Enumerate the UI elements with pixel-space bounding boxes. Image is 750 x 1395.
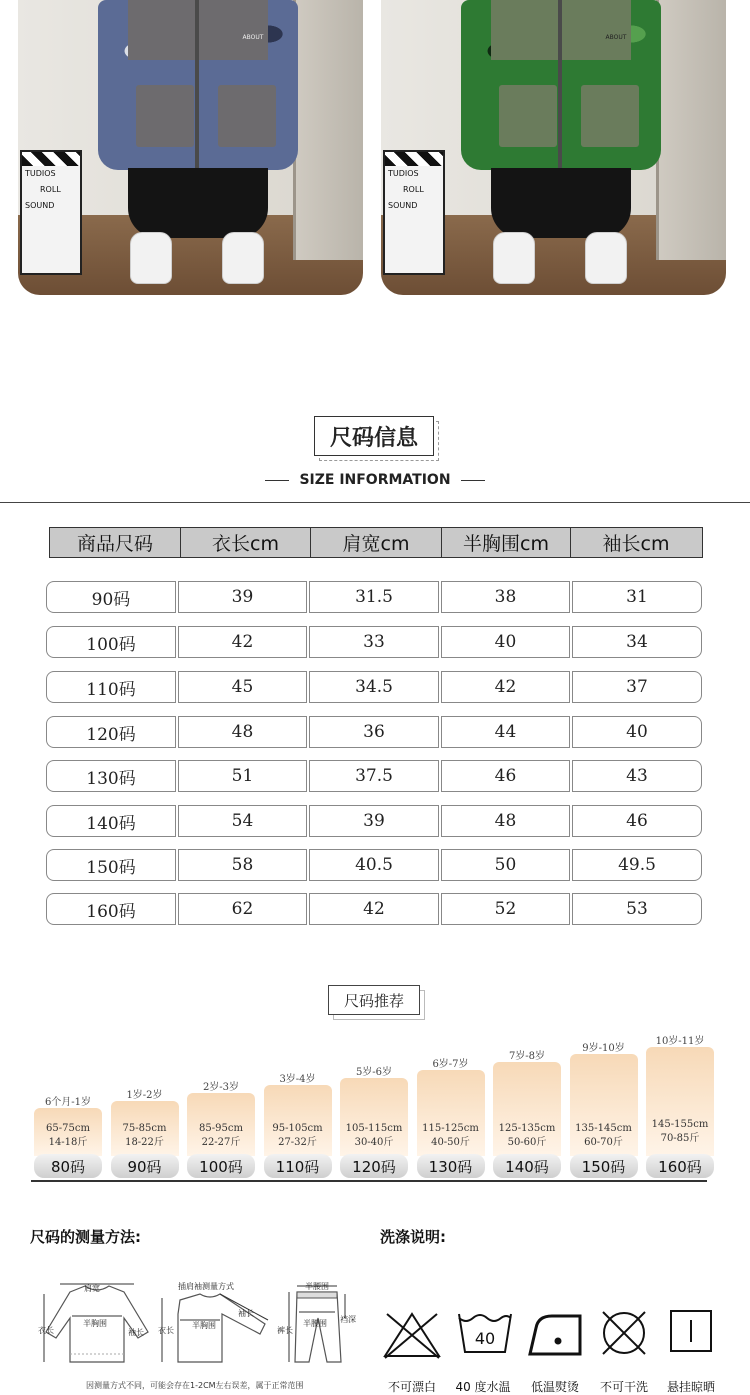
product-photo-blue: [18, 0, 363, 295]
measure-cell: 44: [441, 716, 570, 748]
size-pill: 100码: [187, 1154, 255, 1178]
divider: [0, 502, 750, 503]
size-cell: 90码: [46, 581, 176, 613]
measure-cell: 40.5: [309, 849, 439, 881]
measure-cell: 34: [572, 626, 702, 658]
table-row: [46, 760, 702, 792]
size-pill: 160码: [646, 1154, 714, 1178]
age-label: 7岁-8岁: [508, 1051, 546, 1063]
age-label: 6个月-1岁: [44, 1097, 92, 1109]
header-cell: 衣长cm: [181, 528, 311, 557]
product-photo-green: [381, 0, 726, 295]
age-label: 9岁-10岁: [582, 1043, 625, 1055]
measure-cell: 39: [178, 581, 307, 613]
measure-cell: 38: [441, 581, 570, 613]
measure-cell: 40: [572, 716, 702, 748]
measure-title: 尺码的测量方法:: [30, 1228, 141, 1246]
weight-range: 22-27斤: [201, 1137, 241, 1148]
size-pill: 140码: [493, 1154, 561, 1178]
height-range: 115-125cm: [422, 1123, 479, 1134]
clapperboard: TUDIOS ROLL SOUND: [20, 150, 82, 275]
height-range: 95-105cm: [272, 1123, 323, 1134]
age-label: 6岁-7岁: [432, 1058, 469, 1070]
size-cell: 130码: [46, 760, 176, 792]
size-pill: 150码: [570, 1154, 638, 1178]
header-cell: 半胸围cm: [442, 528, 571, 557]
table-row: [46, 849, 702, 881]
no-dryclean-icon: [599, 1308, 649, 1358]
measure-cell: 36: [309, 716, 439, 748]
size-cell: 160码: [46, 893, 176, 925]
measure-cell: 54: [178, 805, 307, 837]
size-pill: 130码: [417, 1154, 485, 1178]
camo-jacket: [461, 0, 661, 170]
camo-jacket: [98, 0, 298, 170]
size-info-subtitle: SIZE INFORMATION: [0, 472, 750, 488]
weight-range: 27-32斤: [278, 1137, 317, 1148]
measure-cell: 50: [441, 849, 570, 881]
table-row: [46, 805, 702, 837]
measure-cell: 62: [178, 893, 307, 925]
size-pill: 120码: [340, 1154, 408, 1178]
measure-cell: 52: [441, 893, 570, 925]
measure-cell: 48: [441, 805, 570, 837]
wash-label: 不可干洗: [599, 1380, 648, 1394]
size-pill: 80码: [34, 1154, 102, 1178]
table-row: [46, 626, 702, 658]
wash-label: 40 度水温: [455, 1380, 511, 1394]
measure-cell: 37.5: [309, 760, 439, 792]
wash-label: 低温熨烫: [530, 1380, 579, 1394]
measure-cell: 58: [178, 849, 307, 881]
weight-range: 70-85斤: [660, 1133, 700, 1144]
size-cell: 100码: [46, 626, 176, 658]
measure-cell: 49.5: [572, 849, 702, 881]
measure-cell: 39: [309, 805, 439, 837]
size-info-title: 尺码信息: [314, 416, 434, 456]
weight-range: 60-70斤: [584, 1137, 623, 1148]
measure-cell: 31: [572, 581, 702, 613]
height-range: 65-75cm: [46, 1123, 90, 1134]
wash-40-icon: [456, 1310, 514, 1356]
height-range: 85-95cm: [199, 1123, 243, 1134]
measure-cell: 42: [441, 671, 570, 703]
table-row: [46, 893, 702, 925]
measure-cell: 53: [572, 893, 702, 925]
measure-cell: 46: [441, 760, 570, 792]
wash-title: 洗涤说明:: [380, 1228, 446, 1246]
measure-cell: 31.5: [309, 581, 439, 613]
wash-label: 不可漂白: [387, 1380, 436, 1394]
measure-cell: 45: [178, 671, 307, 703]
measure-cell: 34.5: [309, 671, 439, 703]
measure-cell: 37: [572, 671, 702, 703]
measure-cell: 51: [178, 760, 307, 792]
measure-cell: 42: [178, 626, 307, 658]
age-label: 2岁-3岁: [202, 1081, 240, 1093]
size-cell: 110码: [46, 671, 176, 703]
height-range: 145-155cm: [651, 1119, 709, 1130]
svg-text:40: 40: [474, 1329, 496, 1348]
header-cell: 商品尺码: [50, 528, 181, 557]
dino-logo: ABOUT: [605, 34, 627, 41]
iron-low-icon: [528, 1308, 586, 1358]
size-recommend-title: 尺码推荐: [328, 985, 420, 1015]
weight-range: 30-40斤: [354, 1137, 394, 1148]
size-cell: 150码: [46, 849, 176, 881]
age-label: 5岁-6岁: [355, 1066, 393, 1078]
weight-range: 14-18斤: [48, 1137, 88, 1148]
table-row: [46, 671, 702, 703]
table-row: [46, 716, 702, 748]
measure-cell: 42: [309, 893, 439, 925]
size-pill: 90码: [111, 1154, 179, 1178]
size-cell: 120码: [46, 716, 176, 748]
header-cell: 肩宽cm: [311, 528, 442, 557]
size-pill: 110码: [264, 1154, 332, 1178]
raglan-diagram-icon: [160, 1290, 275, 1365]
age-label: 1岁-2岁: [126, 1089, 163, 1101]
no-bleach-icon: [381, 1310, 443, 1360]
height-range: 125-135cm: [498, 1123, 556, 1134]
weight-range: 18-22斤: [125, 1137, 164, 1148]
height-range: 135-145cm: [575, 1123, 632, 1134]
age-label: 3岁-4岁: [279, 1074, 316, 1086]
measure-cell: 48: [178, 716, 307, 748]
table-row: [46, 581, 702, 613]
baseline: [31, 1180, 707, 1182]
header-cell: 袖长cm: [602, 533, 670, 555]
age-label: 10岁-11岁: [655, 1035, 705, 1047]
size-cell: 140码: [46, 805, 176, 837]
measure-cell: 43: [572, 760, 702, 792]
hang-dry-icon: [668, 1308, 714, 1354]
clapperboard: TUDIOS ROLL SOUND: [383, 150, 445, 275]
dino-logo: ABOUT: [242, 34, 264, 41]
measure-cell: 33: [309, 626, 439, 658]
measure-note: 因测量方式不同，可能会存在1-2CM左右误差，属于正常范围: [86, 1381, 304, 1390]
weight-range: 40-50斤: [431, 1137, 470, 1148]
wash-label: 悬挂晾晒: [666, 1380, 715, 1394]
size-table-header: [49, 527, 703, 558]
weight-range: 50-60斤: [507, 1137, 547, 1148]
measure-cell: 40: [441, 626, 570, 658]
height-range: 75-85cm: [122, 1123, 167, 1134]
measure-cell: 46: [572, 805, 702, 837]
height-range: 105-115cm: [345, 1123, 403, 1134]
